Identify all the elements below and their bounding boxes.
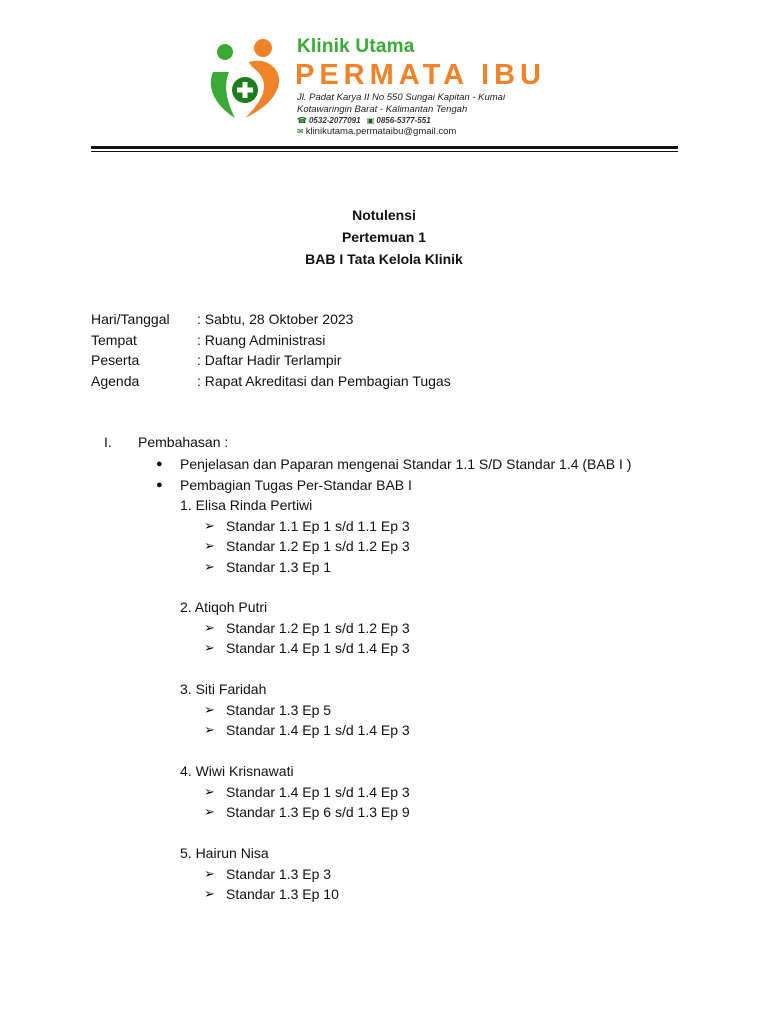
list-item (180, 536, 410, 557)
email-icon: ✉ (297, 127, 304, 136)
header-divider-thick (91, 146, 678, 149)
info-label: Tempat (91, 331, 137, 348)
bullet-text: Pembagian Tugas Per-Standar BAB I (180, 476, 412, 493)
standard-item: Standar 1.4 Ep 1 s/d 1.4 Ep 3 (226, 640, 410, 656)
arrow-bullet-icon: ➢ (204, 783, 215, 799)
clinic-name: PERMATA IBU (295, 59, 547, 91)
clinic-top-line: Klinik Utama (297, 36, 415, 57)
list-item (180, 557, 410, 578)
info-label: Agenda (91, 372, 140, 389)
info-row (91, 309, 451, 330)
title-line-1: Notulensi (352, 207, 416, 223)
list-item (180, 802, 410, 823)
assignee-name: 5. Hairun Nisa (180, 845, 269, 861)
bullet-dot-icon: ● (156, 458, 163, 470)
arrow-bullet-icon: ➢ (204, 804, 215, 819)
title-line-2: Pertemuan 1 (341, 229, 427, 245)
section-number: I. (104, 434, 112, 450)
address-line-2: Kotawaringin Barat - Kalimantan Tengah (297, 104, 468, 115)
info-row (91, 371, 451, 392)
bullet-dot-icon: ● (156, 478, 163, 491)
assignee-name: 1. Elisa Rinda Pertiwi (180, 497, 313, 513)
mobile-icon: ▣ (366, 116, 375, 125)
info-value: : Ruang Administrasi (197, 331, 326, 348)
info-row (91, 330, 451, 351)
email-line (297, 126, 456, 137)
arrow-bullet-icon: ➢ (204, 517, 215, 533)
mobile-number: 0856-5377-551 (376, 116, 431, 125)
section-heading (104, 432, 228, 453)
header-divider-thin (91, 151, 678, 152)
standard-item: Standar 1.3 Ep 5 (226, 701, 332, 718)
document-title (0, 204, 768, 270)
standard-item: Standar 1.4 Ep 1 s/d 1.4 Ep 3 (226, 722, 410, 738)
info-value: : Sabtu, 28 Oktober 2023 (197, 311, 354, 327)
list-item (180, 700, 410, 721)
list-item (180, 720, 410, 741)
list-item (180, 516, 410, 537)
assignment-block (180, 843, 339, 905)
assignment-block (180, 761, 410, 823)
list-item (180, 884, 339, 905)
assignee-name: 2. Atiqoh Putri (180, 599, 268, 615)
clinic-heart-logo-icon (205, 38, 287, 122)
arrow-bullet-icon: ➢ (204, 886, 215, 901)
arrow-bullet-icon: ➢ (204, 619, 215, 635)
arrow-bullet-icon: ➢ (204, 865, 215, 881)
phone-number: 0532-2077091 (308, 116, 361, 125)
assignment-block (180, 679, 410, 741)
standard-item: Standar 1.3 Ep 10 (226, 886, 339, 902)
list-item (156, 475, 631, 496)
assignment-block (180, 597, 410, 659)
section-title: Pembahasan : (138, 434, 229, 450)
arrow-bullet-icon: ➢ (204, 701, 215, 717)
list-item (180, 618, 410, 639)
letterhead (205, 36, 605, 140)
email-address: klinikutama.permataibu@gmail.com (305, 126, 457, 137)
contact-line (297, 116, 431, 125)
bullet-list (156, 454, 631, 495)
info-row (91, 350, 451, 371)
info-label: Hari/Tanggal (91, 311, 170, 327)
standard-item: Standar 1.3 Ep 1 (226, 558, 332, 575)
standard-item: Standar 1.2 Ep 1 s/d 1.2 Ep 3 (226, 619, 410, 636)
arrow-bullet-icon: ➢ (204, 538, 215, 553)
list-item (180, 638, 410, 659)
list-item (156, 454, 631, 475)
phone-icon: ☎ (297, 116, 307, 125)
list-item (180, 782, 410, 803)
info-value: : Rapat Akreditasi dan Pembagian Tugas (197, 372, 451, 389)
assignee-name: 4. Wiwi Krisnawati (180, 763, 294, 779)
standard-item: Standar 1.1 Ep 1 s/d 1.1 Ep 3 (226, 517, 410, 534)
assignee-name: 3. Siti Faridah (180, 681, 267, 697)
bullet-text: Penjelasan dan Paparan mengenai Standar 1.1 S/D Standar 1.4 (BAB I ) (180, 456, 632, 472)
assignment-block (180, 495, 410, 577)
arrow-bullet-icon: ➢ (204, 640, 215, 655)
standard-item: Standar 1.3 Ep 3 (226, 865, 332, 882)
address-line-1: Jl. Padat Karya II No 550 Sungai Kapitan - Kumai (297, 92, 506, 103)
title-line-3: BAB I Tata Kelola Klinik (305, 251, 463, 267)
standard-item: Standar 1.2 Ep 1 s/d 1.2 Ep 3 (226, 538, 410, 554)
list-item (180, 864, 339, 885)
info-label: Peserta (91, 352, 140, 368)
info-value: : Daftar Hadir Terlampir (197, 352, 342, 368)
meeting-info (91, 309, 451, 391)
arrow-bullet-icon: ➢ (204, 558, 215, 574)
arrow-bullet-icon: ➢ (204, 722, 215, 737)
standard-item: Standar 1.4 Ep 1 s/d 1.4 Ep 3 (226, 783, 410, 800)
standard-item: Standar 1.3 Ep 6 s/d 1.3 Ep 9 (226, 804, 410, 820)
